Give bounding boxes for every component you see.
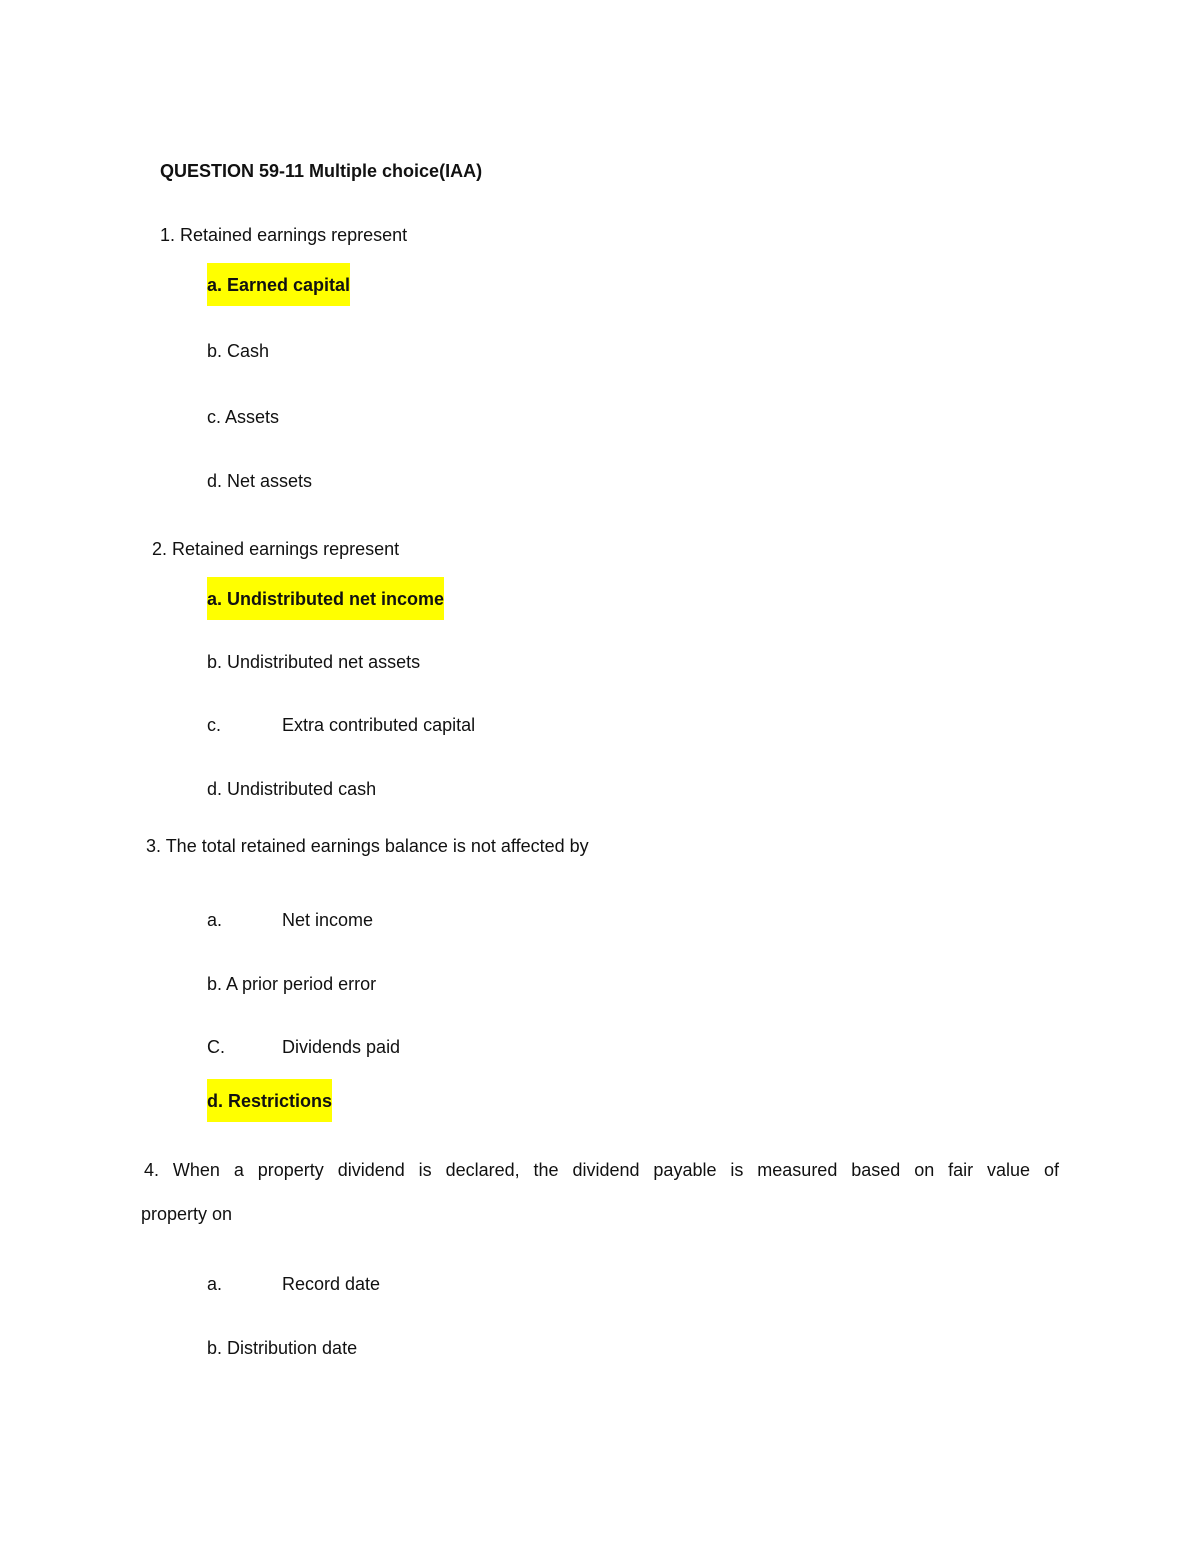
- option-text: Dividends paid: [282, 1037, 401, 1057]
- question-4-stem-line-2: property on: [141, 1204, 233, 1224]
- option-letter: c.: [207, 715, 222, 735]
- question-4-option-a: [207, 1273, 380, 1295]
- question-2-option-d: d. Undistributed cash: [207, 779, 377, 799]
- question-3-option-c: [207, 1036, 400, 1058]
- question-title: QUESTION 59-11 Multiple choice(IAA): [160, 161, 483, 181]
- highlighted-answer: d. Restrictions: [207, 1079, 332, 1122]
- option-letter: a.: [207, 910, 223, 930]
- option-letter: a.: [207, 1274, 223, 1294]
- question-4-stem-line-1: [141, 1159, 1059, 1181]
- option-text: Record date: [282, 1274, 381, 1294]
- highlighted-answer: a. Earned capital: [207, 263, 350, 306]
- question-1-option-d: d. Net assets: [207, 471, 313, 491]
- question-3-option-a: [207, 909, 373, 931]
- question-2-option-b: b. Undistributed net assets: [207, 652, 421, 672]
- stem-text: 4. When a property dividend is declared, the dividend payable is measured based on fair value of: [144, 1160, 1059, 1180]
- question-1-option-b: b. Cash: [207, 341, 270, 361]
- option-letter: C.: [207, 1037, 225, 1057]
- option-text: Net income: [282, 910, 374, 930]
- question-2-answer-a: [207, 577, 444, 620]
- question-2-stem: 2. Retained earnings represent: [152, 539, 400, 559]
- question-2-option-c: [207, 714, 475, 736]
- highlighted-answer: a. Undistributed net income: [207, 577, 444, 620]
- question-3-answer-d: [207, 1079, 332, 1122]
- question-3-option-b: b. A prior period error: [207, 974, 377, 994]
- question-1-option-c: c. Assets: [207, 407, 280, 427]
- question-1-stem: 1. Retained earnings represent: [160, 225, 408, 245]
- question-3-stem: 3. The total retained earnings balance is not affected by: [146, 836, 589, 856]
- question-4-option-b: b. Distribution date: [207, 1338, 358, 1358]
- question-1-answer-a: [207, 263, 350, 306]
- option-text: Extra contributed capital: [282, 715, 476, 735]
